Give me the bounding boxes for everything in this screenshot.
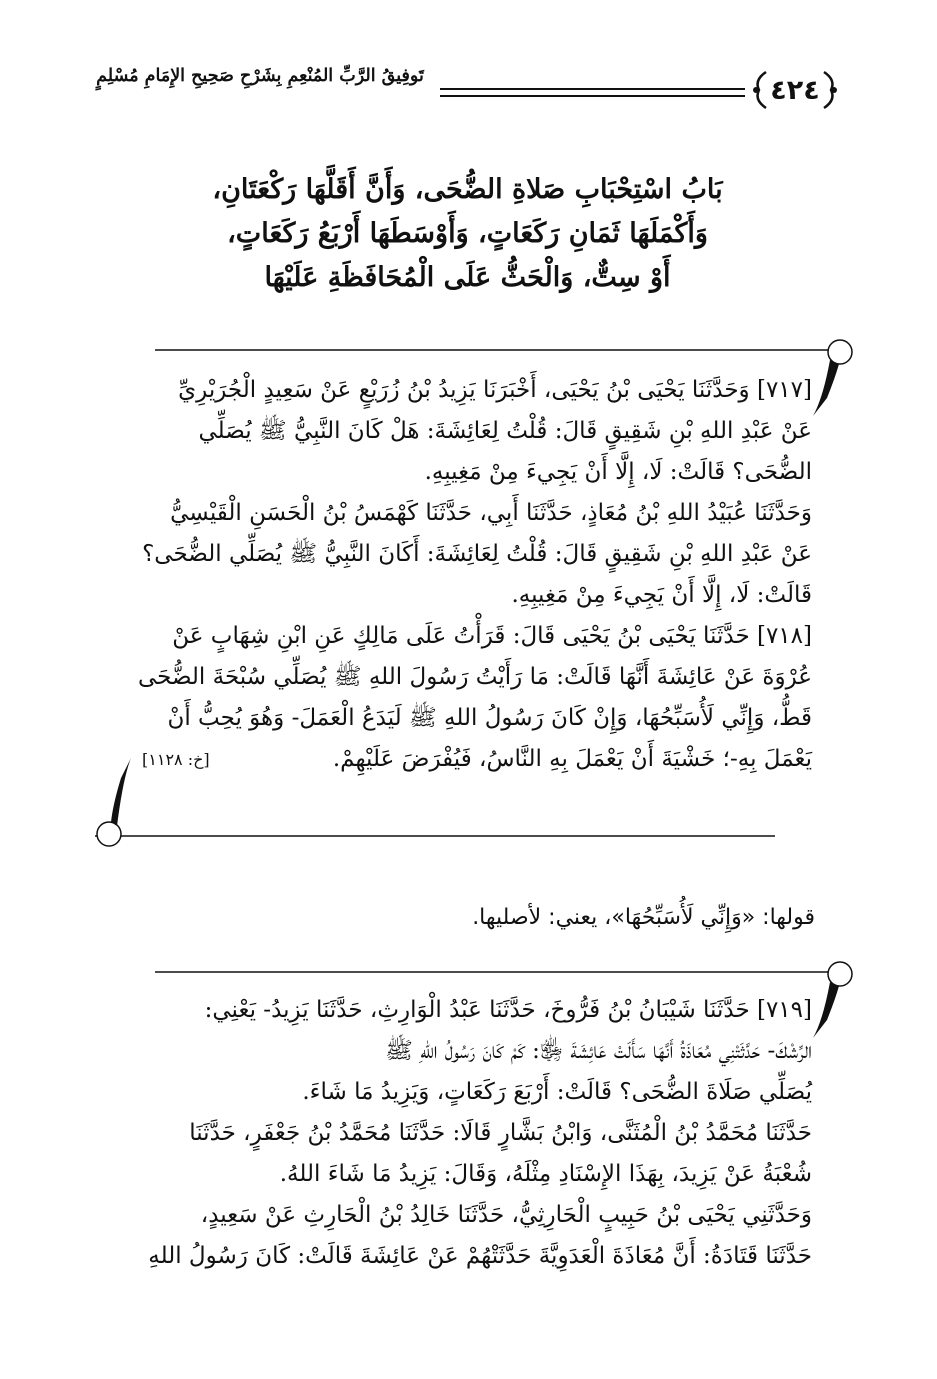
book-title: تَوفِيقُ الرَّبِّ المُنْعِمِ بِشَرْحِ صَحِيحِ الإِمَامِ مُسْلِمٍ bbox=[96, 66, 424, 86]
header-rule bbox=[440, 88, 745, 97]
hadith-line: [٧١٩] حَدَّثَنَا شَيْبَانُ بْنُ فَرُّوخَ، حَدَّثَنَا عَبْدُ الْوَارِثِ، حَدَّثَنَا يَزِيدُ- يَعْنِي: bbox=[204, 997, 812, 1023]
hadith-line: حَدَّثَنَا قَتَادَةُ: أَنَّ مُعَاذَةَ الْعَدَوِيَّةَ حَدَّثَتْهُمْ عَنْ عَائِشَةَ قَالَتْ: كَانَ رَسُولُ اللهِ bbox=[148, 1243, 812, 1269]
chapter-title-line: وَأَكْمَلَهَا ثَمَانِ رَكَعَاتٍ، وَأَوْسَطَهَا أَرْبَعُ رَكَعَاتٍ، bbox=[227, 218, 708, 249]
hadith-line: وَحَدَّثَنِي يَحْيَى بْنُ حَبِيبٍ الْحَارِثِيُّ، حَدَّثَنَا خَالِدُ بْنُ الْحَارِثِ عَنْ سَعِيدٍ، bbox=[200, 1202, 812, 1228]
hadith-line: حَدَّثَنَا مُحَمَّدُ بْنُ الْمُثَنَّى، وَابْنُ بَشَّارٍ قَالَا: حَدَّثَنَا مُحَمَّدُ بْنُ جَعْفَرٍ، حَدَّثَنَا bbox=[189, 1120, 812, 1146]
hadith-line bbox=[122, 739, 812, 780]
reference-tag: [خ: ١١٢٨] bbox=[142, 750, 210, 769]
hadith-line: عَنْ عَبْدِ اللهِ بْنِ شَقِيقٍ قَالَ: قُلْتُ لِعَائِشَةَ: هَلْ كَانَ النَّبِيُّ ﷺ يُصَلِّي bbox=[198, 418, 812, 444]
page-number-frame bbox=[750, 70, 840, 110]
hadith-line: الضُّحَى؟ قَالَتْ: لَا، إِلَّا أَنْ يَجِيءَ مِنْ مَغِيبِهِ. bbox=[424, 459, 812, 485]
hadith-line-text: يَعْمَلَ بِهِ-؛ خَشْيَةَ أَنْ يَعْمَلَ بِهِ النَّاسُ، فَيُفْرَضَ عَلَيْهِمْ. bbox=[332, 746, 812, 772]
ornament-right-icon bbox=[822, 70, 840, 110]
page-number: ٤٢٤ bbox=[770, 74, 820, 106]
hadith-line: وَحَدَّثَنَا عُبَيْدُ اللهِ بْنُ مُعَاذٍ، حَدَّثَنَا أَبِي، حَدَّثَنَا كَهْمَسُ بْنُ الْحَسَنِ الْقَيْسِيُّ bbox=[170, 500, 812, 526]
chapter-title bbox=[150, 168, 785, 300]
hadith-line: [٧١٨] حَدَّثَنَا يَحْيَى بْنُ يَحْيَى قَالَ: قَرَأْتُ عَلَى مَالِكٍ عَنِ ابْنِ شِهَابٍ عَنْ bbox=[172, 623, 812, 649]
hadith-line: عَنْ عَبْدِ اللهِ بْنِ شَقِيقٍ قَالَ: قُلْتُ لِعَائِشَةَ: أَكَانَ النَّبِيُّ ﷺ يُصَلِّي الضُّحَى؟ bbox=[142, 541, 812, 567]
hadith-block-1 bbox=[122, 370, 812, 780]
hadith-line: الرِّشْكَ- حَدَّثَتْنِي مُعَاذَةُ أَنَّهَا سَأَلَتْ عَائِشَةَ ﵂: كَمْ كَانَ رَسُولُ اللهِ ﷺ bbox=[385, 1038, 812, 1064]
hadith-line: قَطُّ، وَإِنِّي لَأُسَبِّحُهَا، وَإِنْ كَانَ رَسُولُ اللهِ ﷺ لَيَدَعُ الْعَمَلَ- وَهُوَ يُحِبُّ أَنْ bbox=[167, 705, 812, 731]
chapter-title-line: بَابُ اسْتِحْبَابِ صَلاةِ الضُّحَى، وَأَنَّ أَقَلَّهَا رَكْعَتَانِ، bbox=[212, 174, 723, 205]
hadith-line: شُعْبَةُ عَنْ يَزِيدَ، بِهَذَا الإِسْنَادِ مِثْلَهُ، وَقَالَ: يَزِيدُ مَا شَاءَ اللهُ. bbox=[279, 1161, 812, 1187]
hadith-line: عُرْوَةَ عَنْ عَائِشَةَ أَنَّهَا قَالَتْ: مَا رَأَيْتُ رَسُولَ اللهِ ﷺ يُصَلِّي سُبْحَةَ الضُّحَى bbox=[137, 664, 812, 690]
hadith-line: [٧١٧] وَحَدَّثَنَا يَحْيَى بْنُ يَحْيَى، أَخْبَرَنَا يَزِيدُ بْنُ زُرَيْعٍ عَنْ سَعِيدٍ الْجُرَيْرِيِّ bbox=[178, 377, 812, 403]
chapter-title-line: أَوْ سِتٌّ، وَالْحَثُّ عَلَى الْمُحَافَظَةِ عَلَيْهَا bbox=[264, 262, 671, 293]
page-header bbox=[95, 62, 850, 124]
commentary-text: قولها: «وَإِنِّي لَأُسَبِّحُهَا»، يعني: لأصليها. bbox=[472, 905, 815, 930]
hadith-block-2 bbox=[122, 990, 812, 1277]
hadith-line: قَالَتْ: لَا، إِلَّا أَنْ يَجِيءَ مِنْ مَغِيبِهِ. bbox=[511, 582, 812, 608]
hadith-line: يُصَلِّي صَلَاةَ الضُّحَى؟ قَالَتْ: أَرْبَعَ رَكَعَاتٍ، وَيَزِيدُ مَا شَاءَ. bbox=[302, 1079, 812, 1105]
ornament-left-icon bbox=[750, 70, 768, 110]
